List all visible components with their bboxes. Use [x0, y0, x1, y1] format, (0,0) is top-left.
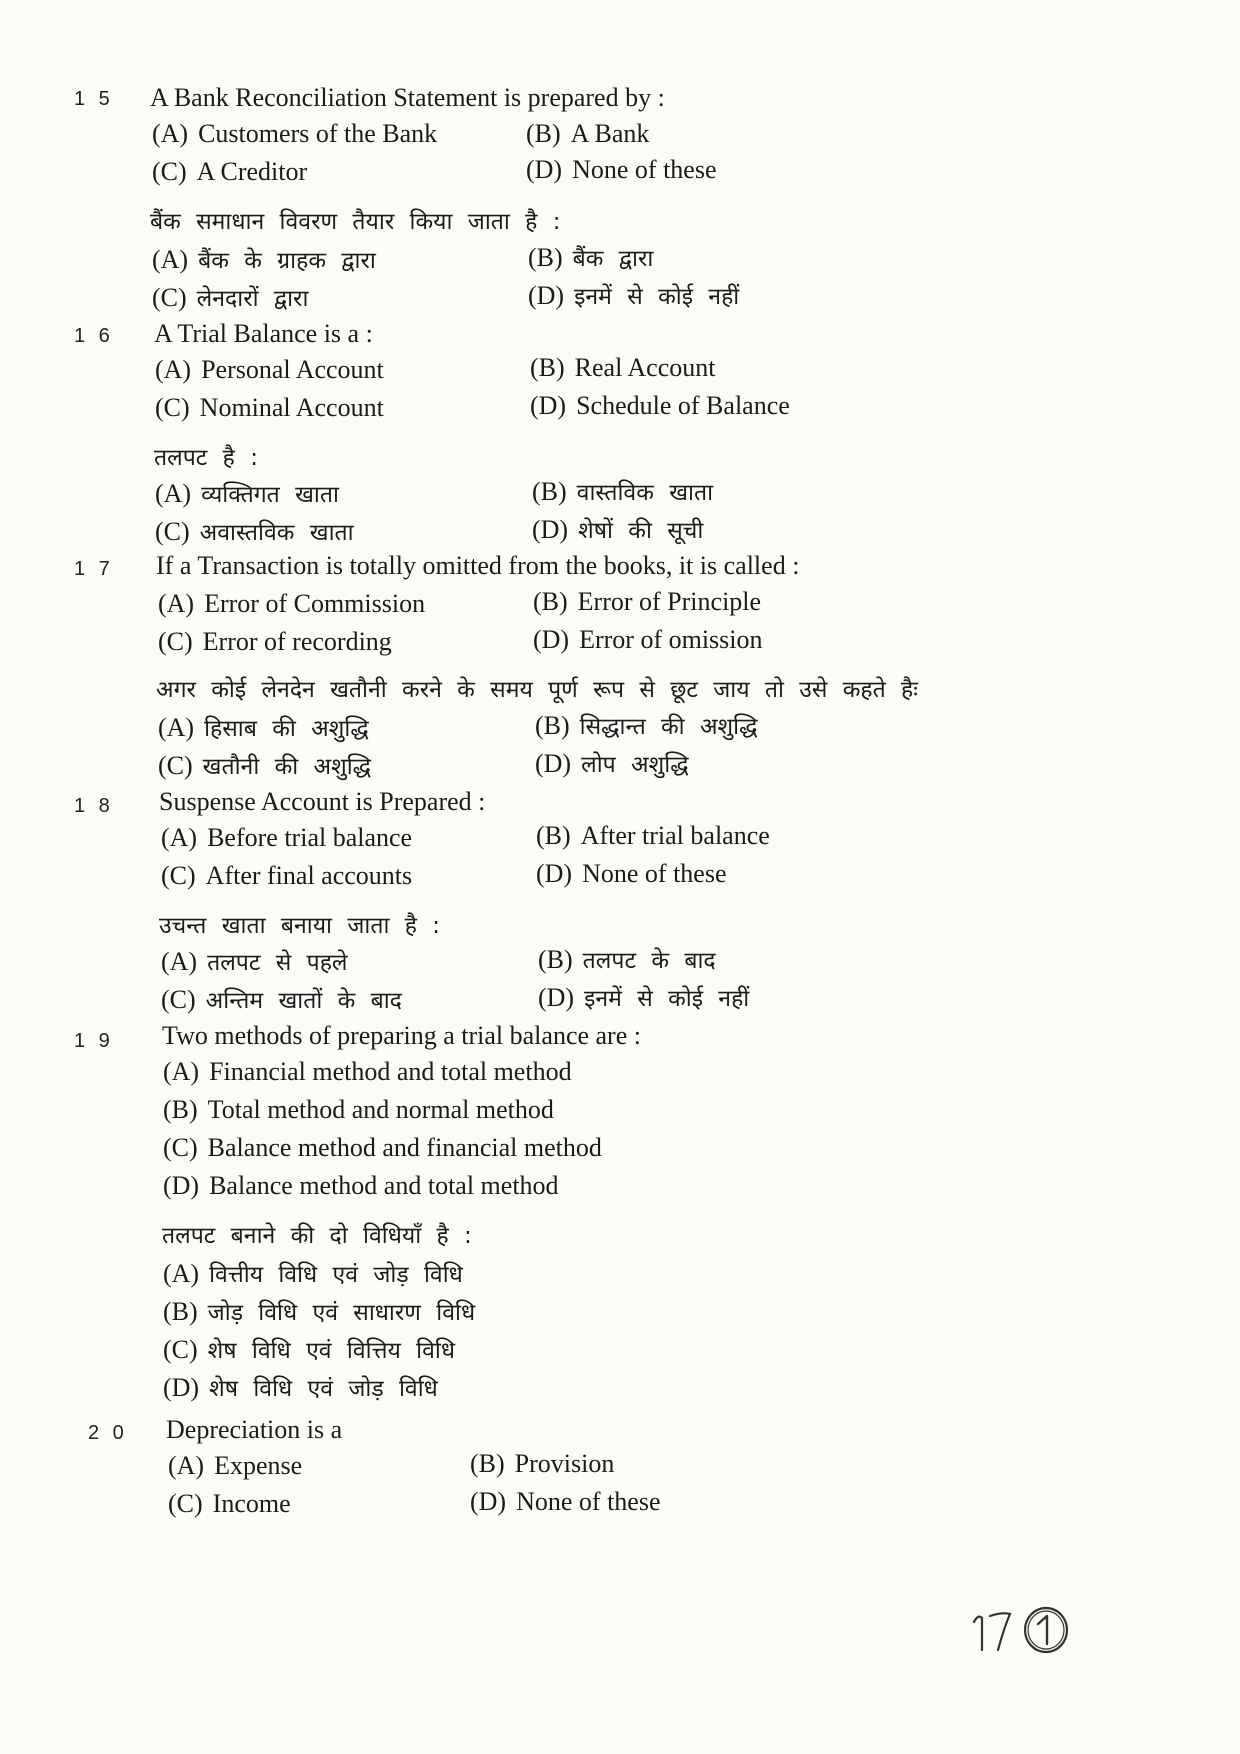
option-c-en: (C) Error of recording	[158, 627, 392, 656]
option-a-en: (A) Customers of the Bank	[152, 119, 438, 148]
option-c-hi: (C) अवास्तविक खाता	[155, 517, 354, 546]
option-c-en: (C) Nominal Account	[155, 393, 384, 422]
option-a-en: (A) Error of Commission	[158, 589, 426, 618]
option-d-hi: (D) इनमें से कोई नहीं	[528, 281, 740, 310]
option-b-hi: (B) सिद्धान्त की अशुद्धि	[535, 711, 758, 740]
option-b-en: (B) Provision	[470, 1449, 615, 1478]
option-a-en: (A) Personal Account	[155, 355, 384, 384]
option-b-hi: (B) वास्तविक खाता	[532, 477, 714, 506]
option-b-en: (B) Total method and normal method	[163, 1095, 554, 1124]
handwritten-page-mark	[968, 1594, 1088, 1664]
option-d-hi: (D) शेषों की सूची	[532, 515, 704, 544]
option-c-en: (C) After final accounts	[161, 861, 413, 890]
option-b-en: (B) A Bank	[526, 119, 650, 148]
option-b-hi: (B) जोड़ विधि एवं साधारण विधि	[163, 1297, 476, 1326]
option-b-hi: (B) तलपट के बाद	[538, 945, 716, 974]
option-d-hi: (D) इनमें से कोई नहीं	[538, 983, 750, 1012]
option-d-en: (D) None of these	[470, 1487, 661, 1516]
option-c-en: (C) Income	[168, 1489, 291, 1518]
option-c-hi: (C) लेनदारों द्वारा	[152, 283, 309, 312]
option-b-en: (B) After trial balance	[536, 821, 770, 850]
question-stem-en: If a Transaction is totally omitted from the books, it is called :	[156, 551, 800, 580]
question-stem-en: Depreciation is a	[166, 1415, 343, 1444]
question-number: 1 9	[74, 1030, 114, 1052]
option-c-hi: (C) अन्तिम खातों के बाद	[161, 985, 402, 1014]
option-a-hi: (A) व्यक्तिगत खाता	[155, 479, 339, 508]
question-number: 1 6	[74, 325, 114, 347]
question-stem-hi: उचन्त खाता बनाया जाता है :	[159, 913, 441, 939]
question-stem-en: Suspense Account is Prepared :	[159, 787, 486, 816]
question-number: 1 7	[74, 558, 114, 580]
question-stem-en: A Trial Balance is a :	[154, 319, 373, 348]
option-b-hi: (B) बैंक द्वारा	[528, 243, 654, 272]
option-a-en: (A) Expense	[168, 1451, 303, 1480]
option-a-hi: (A) हिसाब की अशुद्धि	[158, 713, 369, 742]
question-stem-hi: बैंक समाधान विवरण तैयार किया जाता है :	[150, 209, 561, 235]
option-c-en: (C) Balance method and financial method	[163, 1133, 602, 1162]
option-b-en: (B) Error of Principle	[533, 587, 762, 616]
question-stem-en: A Bank Reconciliation Statement is prepared by :	[150, 83, 665, 112]
option-a-hi: (A) तलपट से पहले	[161, 947, 348, 976]
question-stem-hi: तलपट है :	[154, 445, 258, 471]
question-stem-en: Two methods of preparing a trial balance are :	[162, 1021, 641, 1050]
question-stem-hi: अगर कोई लेनदेन खतौनी करने के समय पूर्ण रूप से छूट जाय तो उसे कहते हैः	[156, 677, 918, 703]
question-number: 1 5	[74, 88, 114, 110]
option-c-hi: (C) शेष विधि एवं वित्तिय विधि	[163, 1335, 455, 1364]
question-number: 1 8	[74, 795, 114, 817]
option-d-en: (D) None of these	[536, 859, 727, 888]
option-a-en: (A) Before trial balance	[161, 823, 413, 852]
option-d-hi: (D) लोप अशुद्धि	[535, 749, 689, 778]
option-d-en: (D) Balance method and total method	[163, 1171, 559, 1200]
option-d-hi: (D) शेष विधि एवं जोड़ विधि	[163, 1373, 438, 1402]
option-a-hi: (A) वित्तीय विधि एवं जोड़ विधि	[163, 1259, 463, 1288]
question-number: 2 0	[88, 1422, 128, 1444]
option-d-en: (D) None of these	[526, 155, 717, 184]
option-d-en: (D) Schedule of Balance	[530, 391, 790, 420]
option-a-en: (A) Financial method and total method	[163, 1057, 572, 1086]
option-b-en: (B) Real Account	[530, 353, 716, 382]
option-a-hi: (A) बैंक के ग्राहक द्वारा	[152, 245, 376, 274]
option-c-hi: (C) खतौनी की अशुद्धि	[158, 751, 372, 780]
option-d-en: (D) Error of omission	[533, 625, 763, 654]
option-c-en: (C) A Creditor	[152, 157, 308, 186]
question-stem-hi: तलपट बनाने की दो विधियाँ है :	[162, 1223, 472, 1249]
